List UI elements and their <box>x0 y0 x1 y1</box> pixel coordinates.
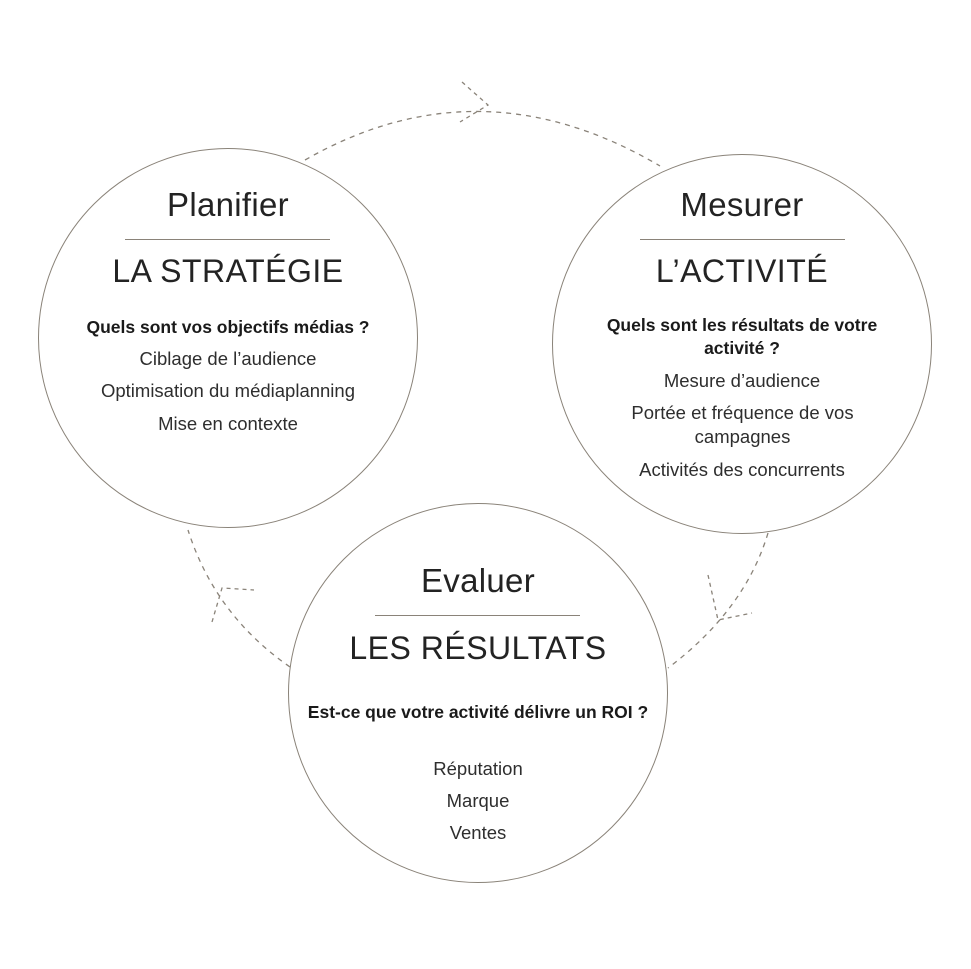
circle-mesurer-item: Portée et fréquence de vos campagnes <box>631 402 854 447</box>
arrow-evaluate-to-plan <box>188 530 290 667</box>
circle-evaluer-title: LES RÉSULTATS <box>349 630 607 666</box>
circle-mesurer-verb: Mesurer <box>680 186 804 223</box>
circle-mesurer-item: Mesure d’audience <box>663 370 821 391</box>
circle-evaluer-divider <box>375 615 580 616</box>
arrowhead-top-icon <box>460 82 488 122</box>
circle-evaluer-item: Ventes <box>449 822 507 843</box>
circle-evaluer-verb: Evaluer <box>421 562 535 599</box>
circle-planifier-title: LA STRATÉGIE <box>112 253 344 289</box>
arrow-measure-to-evaluate <box>668 533 768 668</box>
arrowhead-left-icon <box>212 588 254 622</box>
circle-mesurer-title: L’ACTIVITÉ <box>655 253 829 289</box>
circle-planifier-divider <box>125 239 330 240</box>
arrow-plan-to-measure <box>305 111 660 166</box>
circle-planifier-verb: Planifier <box>167 186 289 223</box>
circle-mesurer-item: Activités des concurrents <box>639 459 845 480</box>
circle-evaluer-item: Réputation <box>433 758 523 779</box>
circle-planifier-item: Mise en contexte <box>158 413 298 434</box>
arrowhead-right-icon <box>708 575 752 620</box>
circle-mesurer-question: Quels sont les résultats de votre activité ? <box>606 315 878 358</box>
circle-planifier-item: Optimisation du médiaplanning <box>100 380 355 401</box>
circle-mesurer-divider <box>640 239 845 240</box>
circle-evaluer-question: Est-ce que votre activité délivre un ROI ? <box>307 702 649 722</box>
circle-evaluer-item: Marque <box>446 790 510 811</box>
circle-planifier-item: Ciblage de l’audience <box>139 348 317 369</box>
circle-planifier-question: Quels sont vos objectifs médias ? <box>86 317 370 337</box>
